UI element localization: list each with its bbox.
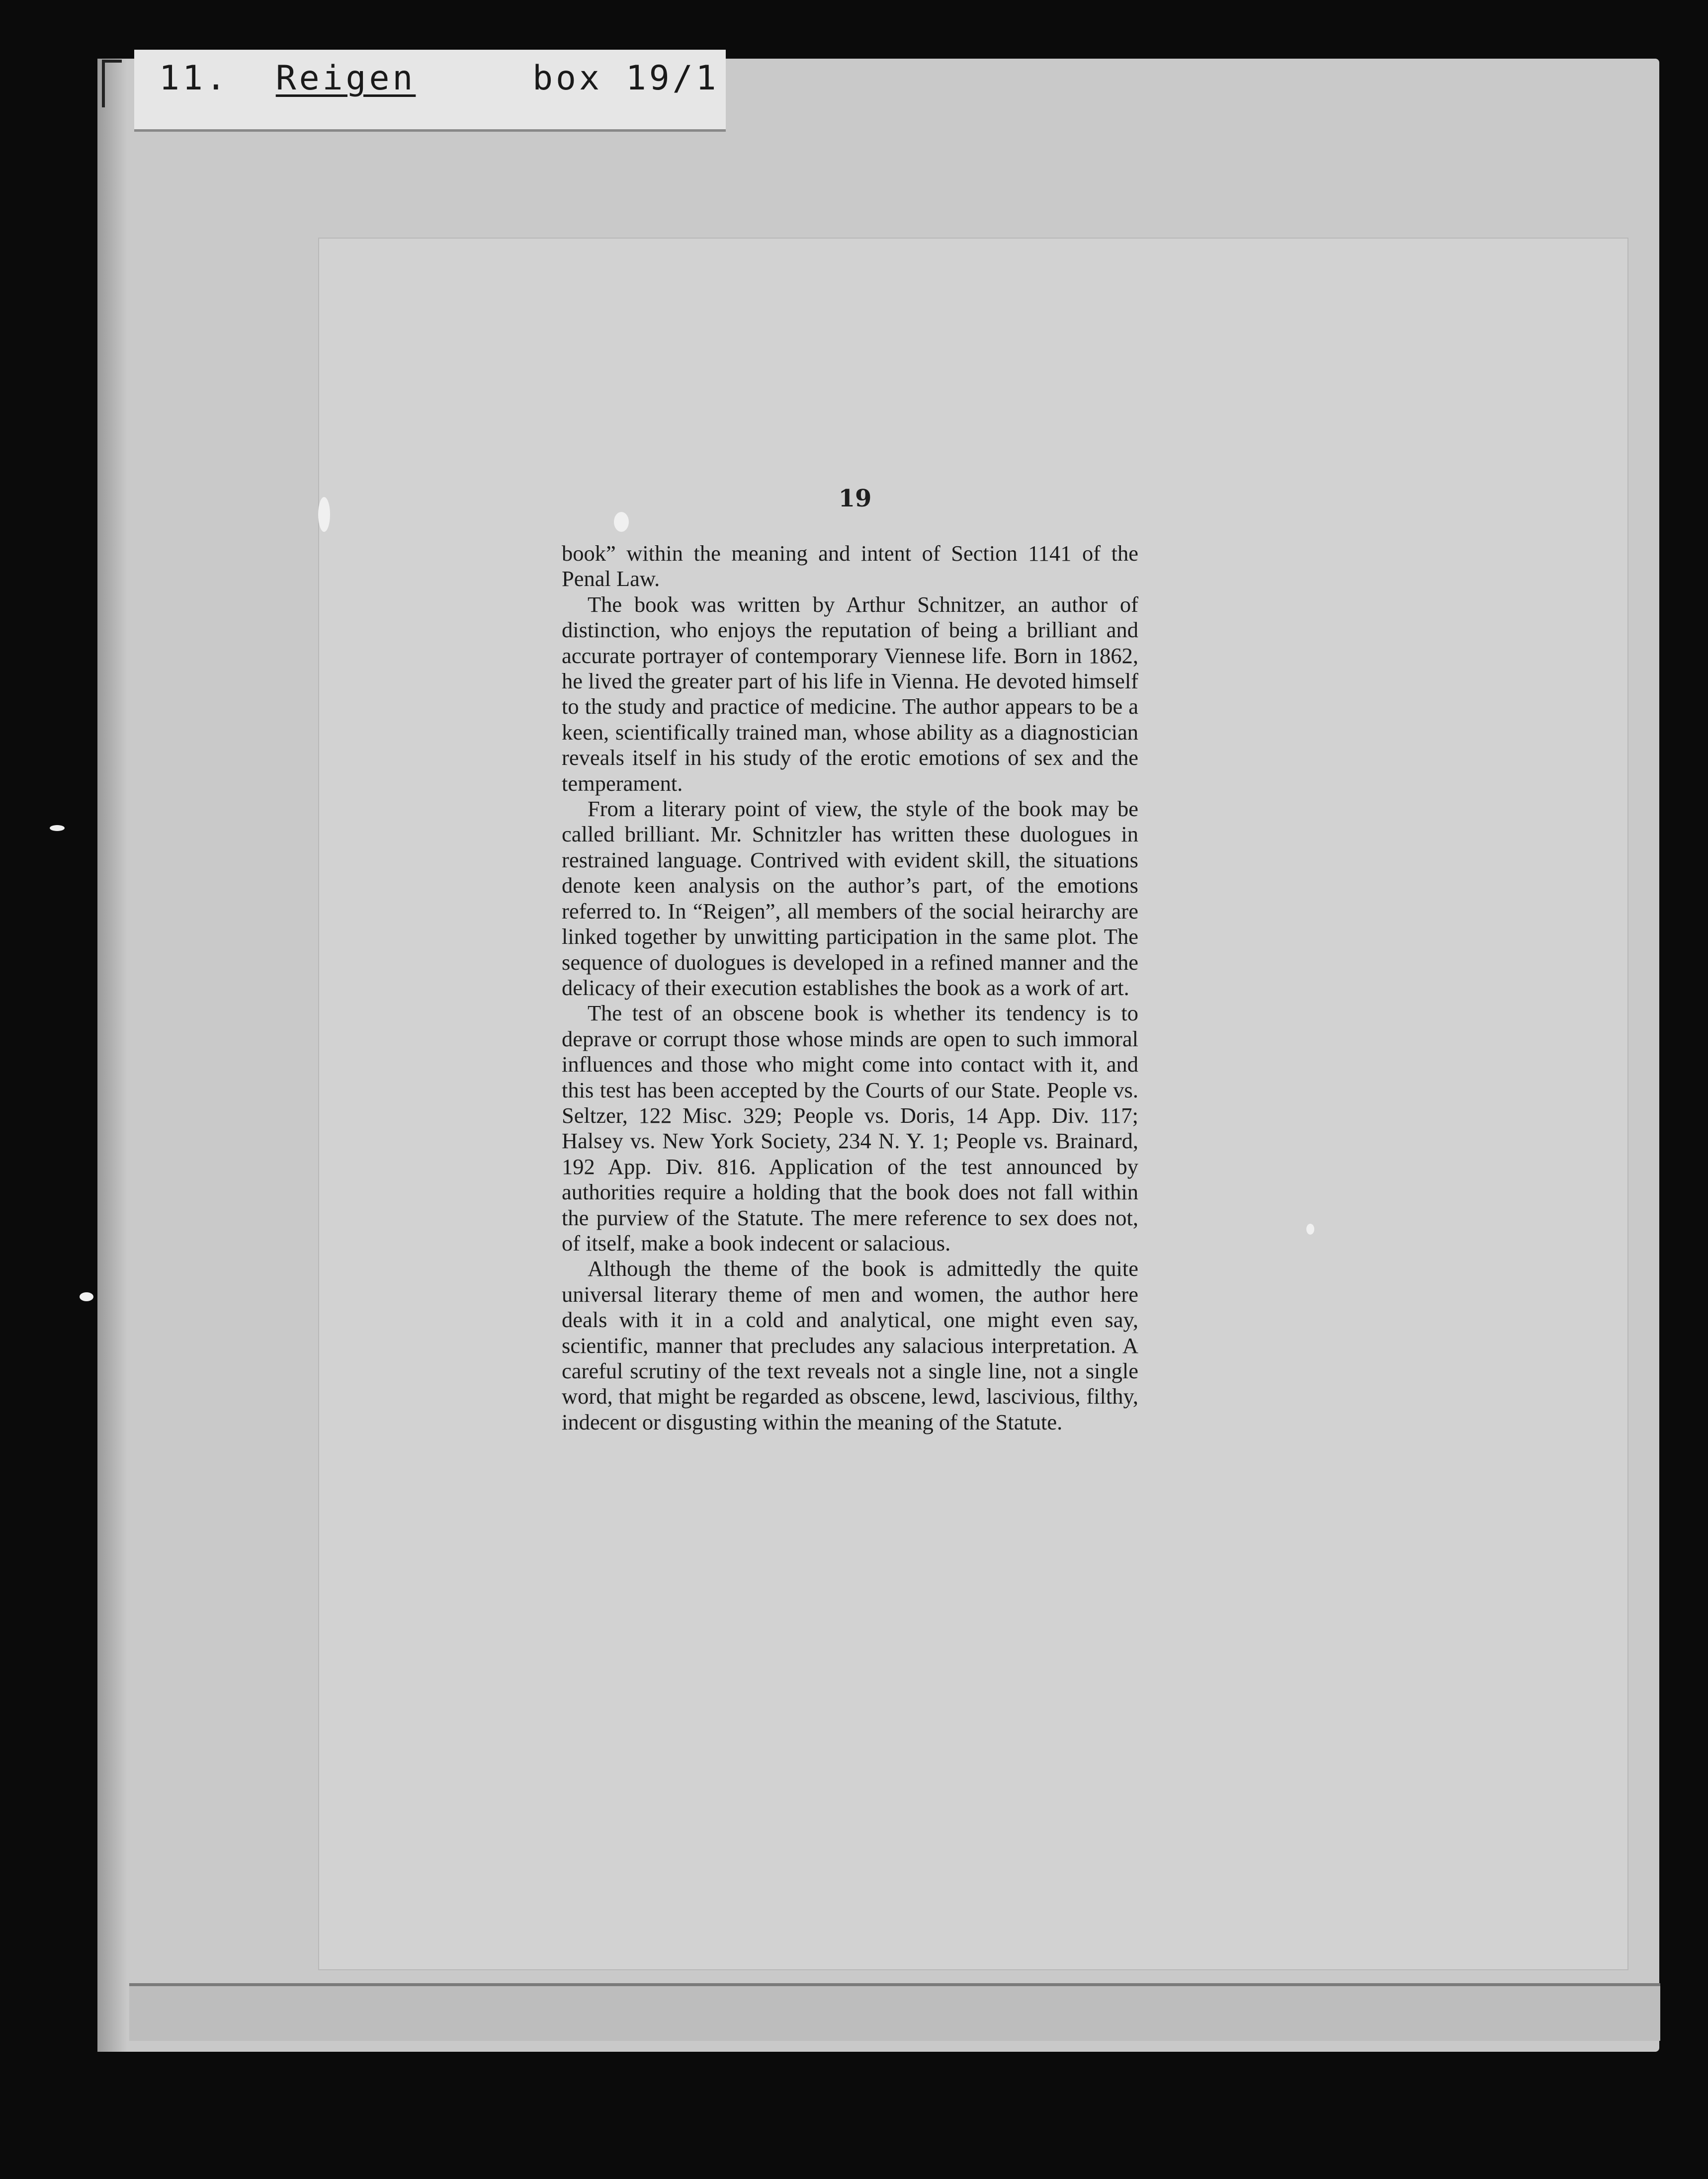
dust-speck bbox=[80, 1292, 93, 1301]
corner-bracket-icon bbox=[102, 60, 122, 107]
paragraph-2: The book was written by Arthur Schnitzer, an author of distinction, who enjoys the reputation of being a brilliant and accurate portrayer of contemporary Viennese life. Born in 1862, he lived the greater part of his life in Vienna. He devoted himself to the study and practice of medicine. The author appears to be a keen, scientifically trained man, whose ability as a diagnostician reveals itself in his study of the erotic emotions of sex and the temperament. bbox=[562, 591, 1138, 796]
paragraph-3: From a literary point of view, the style of the book may be called brilliant. Mr. Schnitzler has written these duologues in restrained language. Contrived with evident skill, the situations denote keen analysis on the author’s part, of the emotions referred to. In “Reigen”, all members of the social heirarchy are linked together by unwitting participation in the same plot. The sequence of duologues is developed in a refined manner and the delicacy of their execution establishes the book as a work of art. bbox=[562, 796, 1138, 1000]
paragraph-4: The test of an obscene book is whether its tendency is to deprave or corrupt those whose minds are open to such immoral influences and those who might come into contact with it, and this test has been accepted by the Courts of our State. People vs. Seltzer, 122 Misc. 329; People vs. Doris, 14 App. Div. 117; Halsey vs. New York Society, 234 N. Y. 1; People vs. Brainard, 192 App. Div. 816. Application of the test announced by authorities require a holding that the book does not fall within the purview of the Statute. The mere reference to sex does not, of itself, make a book indecent or salacious. bbox=[562, 1001, 1138, 1256]
label-box: box 19/1 bbox=[532, 59, 719, 98]
dust-speck bbox=[50, 825, 65, 831]
dust-speck bbox=[614, 512, 629, 532]
label-title: Reigen bbox=[275, 59, 416, 98]
paragraph-1: book” within the meaning and intent of Section 1141 of the Penal Law. bbox=[562, 541, 1138, 591]
mount-shadow bbox=[97, 59, 127, 2052]
label-number: 11. bbox=[159, 59, 229, 98]
header-label bbox=[159, 59, 719, 98]
page-number: 19 bbox=[838, 485, 872, 512]
body-text bbox=[562, 541, 1138, 1435]
bottom-mount-strip bbox=[129, 1983, 1660, 2041]
dust-speck bbox=[318, 497, 330, 532]
paragraph-5: Although the theme of the book is admittedly the quite universal literary theme of men and women, the author here deals with it in a cold and analytical, one might even say, scientific, manner that precludes any salacious interpretation. A careful scrutiny of the text reveals not a single line, not a single word, that might be regarded as obscene, lewd, lascivious, filthy, indecent or disgusting within the meaning of the Statute. bbox=[562, 1256, 1138, 1434]
dust-speck bbox=[1306, 1224, 1314, 1235]
